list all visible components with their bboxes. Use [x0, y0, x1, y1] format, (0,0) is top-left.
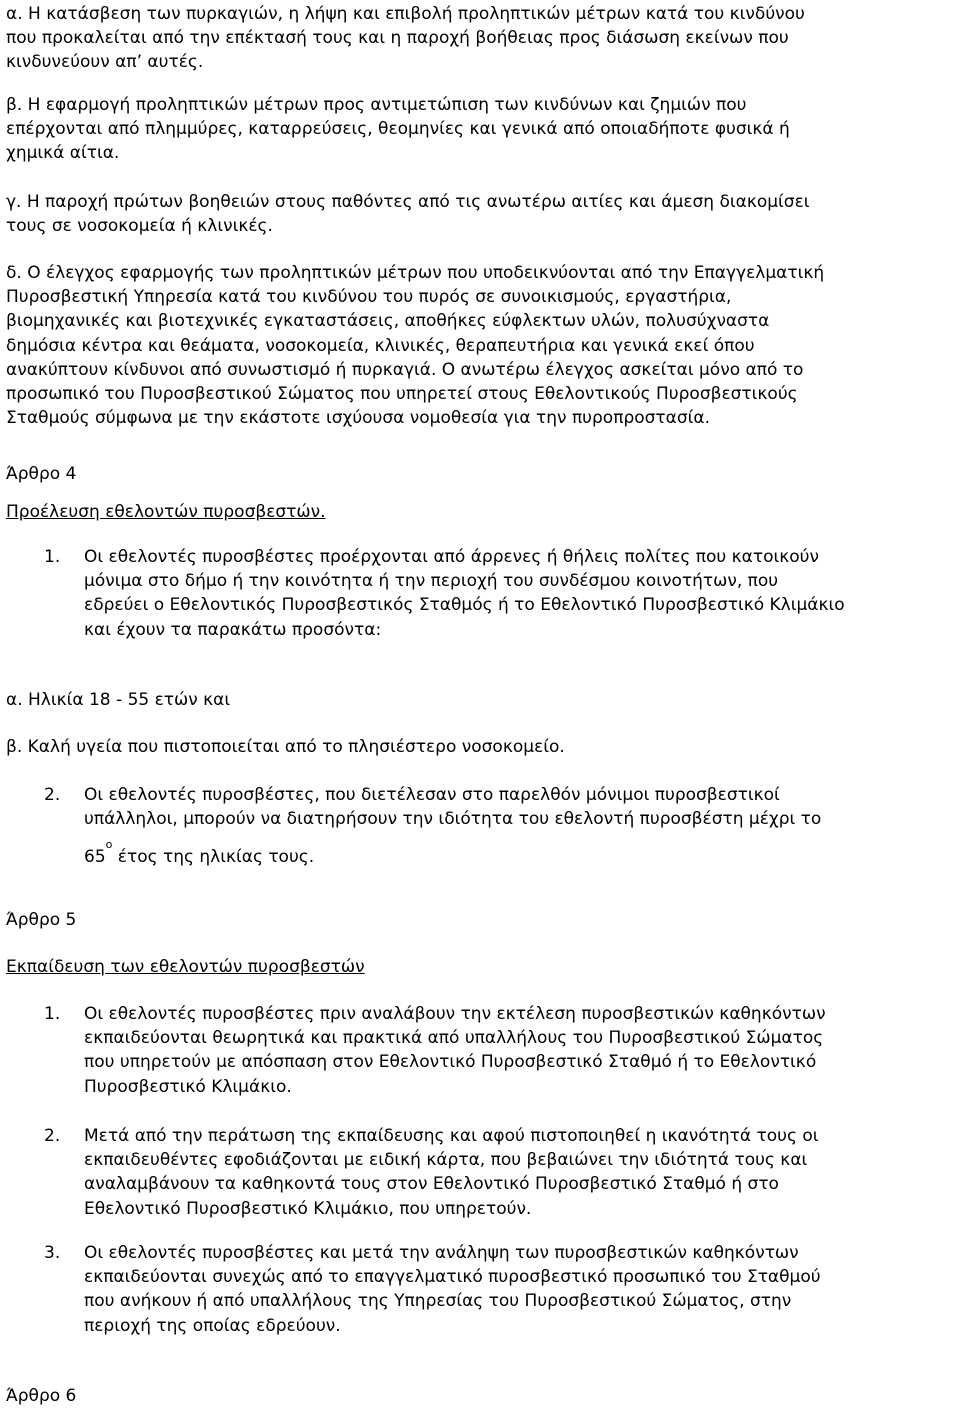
condition-age: α. Ηλικία 18 - 55 ετών και — [6, 690, 231, 710]
age-number: 65 — [84, 847, 106, 868]
text-line: Πυροσβεστικό Κλιμάκιο. — [84, 1076, 292, 1097]
article-5-title: Άρθρο 5 — [6, 910, 77, 930]
paragraph-alpha — [6, 2, 956, 75]
text-line: μόνιμα στο δήμο ή την κοινότητα ή την περιοχή του συνδέσμου κοινοτήτων, που — [84, 571, 779, 592]
text-line: Οι εθελοντές πυροσβέστες και μετά την ανάληψη των πυροσβεστικών καθηκόντων — [84, 1243, 799, 1263]
text-line: Οι εθελοντές πυροσβέστες, που διετέλεσαν στο παρελθόν μόνιμοι πυροσβεστικοί — [84, 785, 780, 805]
paragraph-delta — [6, 261, 956, 430]
text-line: εκπαιδεύονται συνεχώς από το επαγγελματικό πυροσβεστικό προσωπικό του Σταθμού — [84, 1267, 821, 1288]
text-line: γ. Η παροχή πρώτων βοηθειών στους παθόντες από τις ανωτέρω αιτίες και άμεση διακομίσει — [6, 192, 810, 212]
text-line: Εθελοντικό Πυροσβεστικό Κλιμάκιο, που υπηρετούν. — [84, 1198, 532, 1219]
article-5-subtitle: Εκπαίδευση των εθελοντών πυροσβεστών — [6, 957, 365, 977]
item-text — [84, 545, 845, 642]
text-line: που υπηρετούν με απόσπαση στον Εθελοντικό Πυροσβεστικό Σταθμό ή το Εθελοντικό — [84, 1052, 817, 1073]
item-number: 3. — [44, 1243, 61, 1263]
item-text — [84, 1124, 819, 1221]
text-line: χημικά αίτια. — [6, 143, 120, 164]
paragraph-gamma — [6, 190, 956, 238]
text-line: βιομηχανικές και βιοτεχνικές εγκαταστάσεις, αποθήκες εύφλεκτων υλών, πολυσύχναστα — [6, 311, 770, 332]
text-line: ανακύπτουν κίνδυνοι από συνωστισμό ή πυρκαγιά. Ο ανωτέρω έλεγχος ασκείται μόνο από το — [6, 359, 804, 380]
text-line — [84, 838, 821, 869]
text-line: που προκαλείται από την επέκτασή τους και η παροχή βοήθειας προς διάσωση εκείνων που — [6, 28, 789, 49]
text-line: επέρχονται από πλημμύρες, καταρρεύσεις, θεομηνίες και γενικά από οποιαδήποτε φυσικά ή — [6, 119, 790, 140]
text-line: προσωπικό του Πυροσβεστικού Σώματος που υπηρετεί στους Εθελοντικούς Πυροσβεστικούς — [6, 384, 798, 405]
text-line: α. Η κατάσβεση των πυρκαγιών, η λήψη και επιβολή προληπτικών μέτρων κατά του κινδύνου — [6, 4, 805, 24]
text-line: αναλαμβάνουν τα καθηκοντά τους στον Εθελοντικό Πυροσβεστικό Σταθμό ή στο — [84, 1174, 779, 1195]
text-line: β. Η εφαρμογή προληπτικών μέτρων προς αντιμετώπιση των κινδύνων και ζημιών που — [6, 95, 747, 115]
text-line: εκπαιδευθέντες εφοδιάζονται με ειδική κάρτα, που βεβαιώνει την ιδιότητά τους και — [84, 1150, 808, 1171]
text-line: και έχουν τα παρακάτω προσόντα: — [84, 619, 382, 640]
text-line: κινδυνεύουν απ’ αυτές. — [6, 52, 204, 73]
text-line: που ανήκουν ή από υπαλλήλους της Υπηρεσίας του Πυροσβεστικού Σώματος, στην — [84, 1291, 792, 1312]
text-line: εκπαιδεύονται θεωρητικά και πρακτικά από υπαλλήλους του Πυροσβεστικού Σώματος — [84, 1028, 824, 1049]
item-number: 1. — [44, 547, 61, 567]
article-6-title: Άρθρο 6 — [6, 1386, 77, 1406]
text-line: δημόσια κέντρα και θεάματα, νοσοκομεία, κλινικές, θεραπευτήρια και γενικά εκεί όπου — [6, 335, 755, 356]
text-line: υπάλληλοι, μπορούν να διατηρήσουν την ιδιότητα του εθελοντή πυροσβέστη μέχρι το — [84, 809, 822, 830]
text-line: Οι εθελοντές πυροσβέστες προέρχονται από άρρενες ή θήλεις πολίτες που κατοικούν — [84, 547, 819, 567]
text-line: τους σε νοσοκομεία ή κλινικές. — [6, 216, 273, 237]
article-4-title: Άρθρο 4 — [6, 464, 77, 484]
condition-health: β. Καλή υγεία που πιστοποιείται από το πλησιέστερο νοσοκομείο. — [6, 737, 565, 757]
item-text — [84, 783, 821, 870]
text-line: εδρεύει ο Εθελοντικός Πυροσβεστικός Σταθμός ή το Εθελοντικό Πυροσβεστικό Κλιμάκιο — [84, 595, 845, 616]
item-number: 2. — [44, 785, 61, 805]
article-4-subtitle: Προέλευση εθελοντών πυροσβεστών. — [6, 502, 326, 522]
text-line: Οι εθελοντές πυροσβέστες πριν αναλάβουν την εκτέλεση πυροσβεστικών καθηκόντων — [84, 1004, 826, 1024]
age-tail: έτος της ηλικίας τους. — [112, 847, 315, 868]
paragraph-beta — [6, 93, 956, 166]
item-number: 2. — [44, 1126, 61, 1146]
ordinal-superscript: ο — [105, 838, 113, 852]
item-text — [84, 1002, 826, 1099]
item-number: 1. — [44, 1004, 61, 1024]
text-line: δ. Ο έλεγχος εφαρμογής των προληπτικών μέτρων που υποδεικνύονται από την Επαγγελματική — [6, 263, 825, 283]
text-line: Μετά από την περάτωση της εκπαίδευσης και αφού πιστοποιηθεί η ικανότητά τους οι — [84, 1126, 819, 1146]
item-text — [84, 1241, 821, 1338]
text-line: Πυροσβεστική Υπηρεσία κατά του κινδύνου του πυρός σε συνοικισμούς, εργαστήρια, — [6, 287, 732, 308]
text-line: περιοχή της οποίας εδρεύουν. — [84, 1315, 341, 1336]
text-line: Σταθμούς σύμφωνα με την εκάστοτε ισχύουσα νομοθεσία για την πυροπροστασία. — [6, 408, 710, 429]
